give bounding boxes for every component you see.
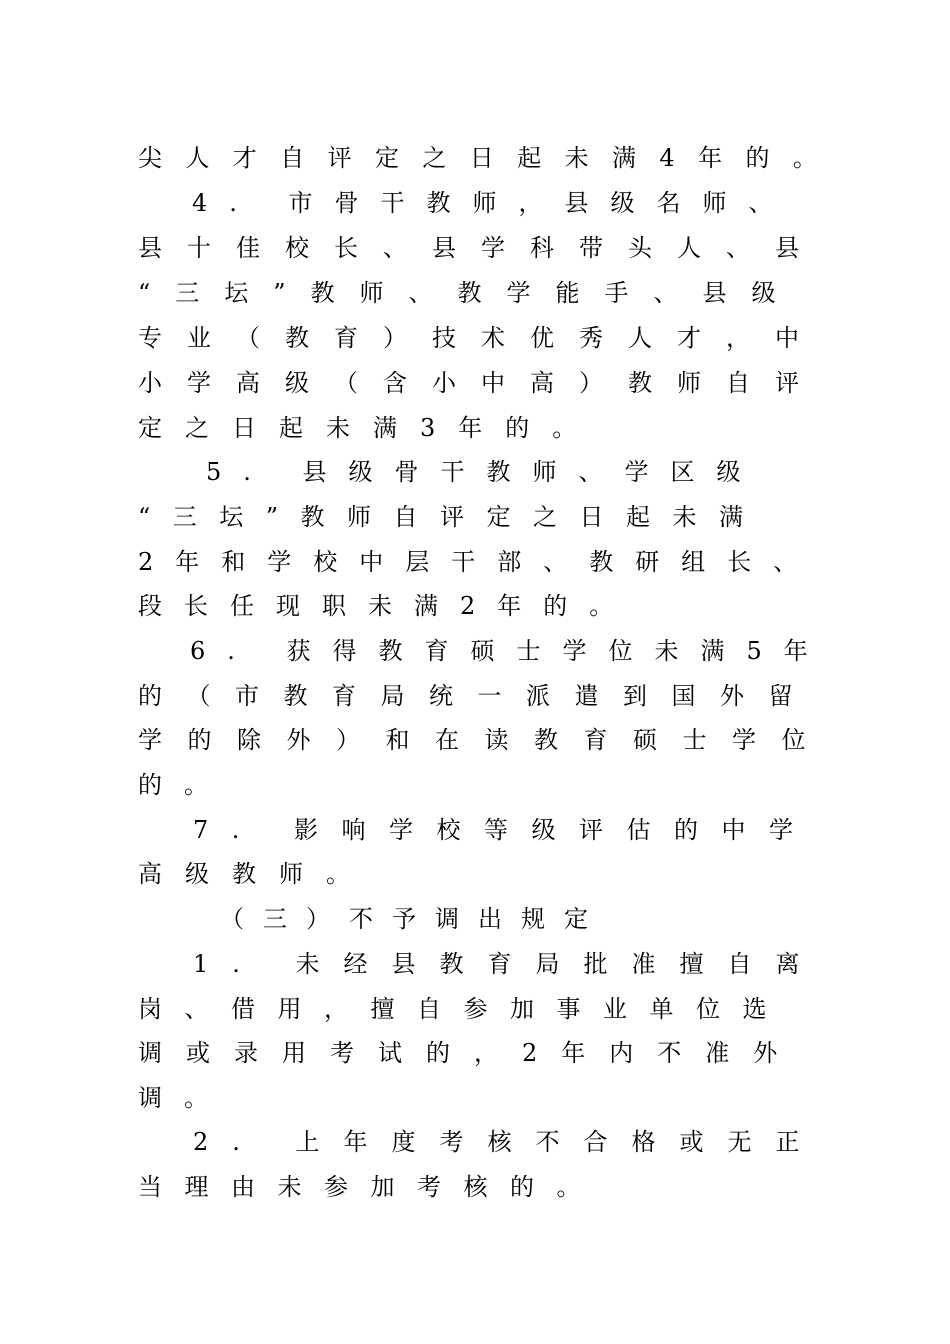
text-line: 学的除外）和在读教育硕士学位 [138, 726, 831, 754]
text-line: 当理由未参加考核的。 [138, 1173, 603, 1201]
list-item-2: 2. 上年度考核不合格或无正 [193, 1128, 824, 1156]
text-line: 调或录用考试的，2年内不准外 [138, 1039, 802, 1067]
text-line: “三坛”教师自评定之日起未满 [138, 503, 766, 531]
text-line: 的（市教育局统一派遣到国外留 [138, 682, 817, 710]
text-line: 小学高级（含小中高）教师自评 [138, 369, 824, 397]
list-item-4: 4. 市骨干教师，县级名师、 [192, 189, 795, 217]
text-line: 专业（教育）技术优秀人才，中 [138, 324, 824, 352]
text-line: 的。 [138, 771, 230, 799]
list-item-5: 5. 县级骨干教师、学区级 [206, 458, 763, 486]
text-line: “三坛”教师、教学能手、县级 [138, 279, 801, 307]
text-line: 2年和学校中层干部、教研组长、 [138, 548, 820, 576]
text-line: 县十佳校长、县学科带头人、县 [138, 234, 824, 262]
text-line: 定之日起未满3年的。 [138, 414, 600, 442]
text-line: 高级教师。 [138, 860, 373, 888]
text-line: 尖人才自评定之日起未满4年的。 [138, 144, 841, 172]
list-item-1: 1. 未经县教育局批准擅自离 [193, 950, 824, 978]
text-line: 调。 [138, 1084, 230, 1112]
text-line: 岗、借用，擅自参加事业单位选 [138, 995, 789, 1023]
list-item-7: 7. 影响学校等级评估的中学 [193, 816, 817, 844]
section-heading: （三）不予调出规定 [220, 905, 607, 933]
list-item-6: 6. 获得教育硕士学位未满5年 [190, 637, 830, 665]
text-line: 段长任现职未满2年的。 [138, 592, 636, 620]
